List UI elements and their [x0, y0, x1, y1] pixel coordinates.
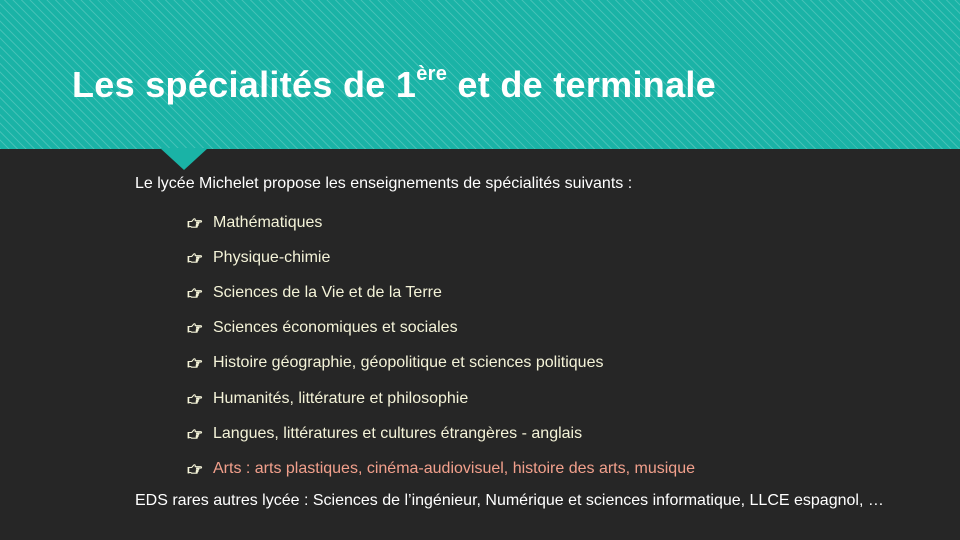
hand-pointing-right-icon [187, 320, 203, 336]
hand-pointing-right-icon [187, 355, 203, 371]
list-item-label: Humanités, littérature et philosophie [213, 389, 469, 407]
list-item-label: Histoire géographie, géopolitique et sciences politiques [213, 354, 604, 372]
list-item [187, 416, 915, 451]
title-rest: et de terminale [447, 64, 717, 105]
list-item-label: Langues, littératures et cultures étrangères - anglais [213, 424, 583, 442]
list-item [187, 381, 915, 416]
hand-pointing-right-icon [187, 461, 203, 477]
title-main: Les spécialités de 1 [72, 64, 417, 105]
list-item-label: Physique-chimie [213, 248, 331, 266]
hand-pointing-right-icon [187, 285, 203, 301]
list-item [187, 275, 915, 310]
list-item [187, 240, 915, 275]
hand-pointing-right-icon [187, 391, 203, 407]
list-item [187, 311, 915, 346]
hand-pointing-right-icon [187, 426, 203, 442]
list-item-label: Sciences de la Vie et de la Terre [213, 283, 442, 301]
list-item [187, 451, 915, 486]
slide-title [72, 64, 716, 106]
title-superscript: ère [416, 63, 448, 85]
hand-pointing-right-icon [187, 250, 203, 266]
specialty-list [187, 205, 915, 487]
list-item-label: Arts : arts plastiques, cinéma-audiovisuel, histoire des arts, musique [213, 459, 695, 477]
list-item-label: Mathématiques [213, 213, 323, 231]
header-notch [160, 148, 208, 170]
intro-text: Le lycée Michelet propose les enseignements de spécialités suivants : [135, 175, 633, 192]
slide-content [135, 174, 915, 511]
hand-pointing-right-icon [187, 215, 203, 231]
footer-note: EDS rares autres lycée : Sciences de l’ingénieur, Numérique et sciences informatique, LLCE espagnol, … [135, 491, 884, 509]
list-item [187, 205, 915, 240]
list-item-label: Sciences économiques et sociales [213, 319, 458, 337]
list-item [187, 346, 915, 381]
